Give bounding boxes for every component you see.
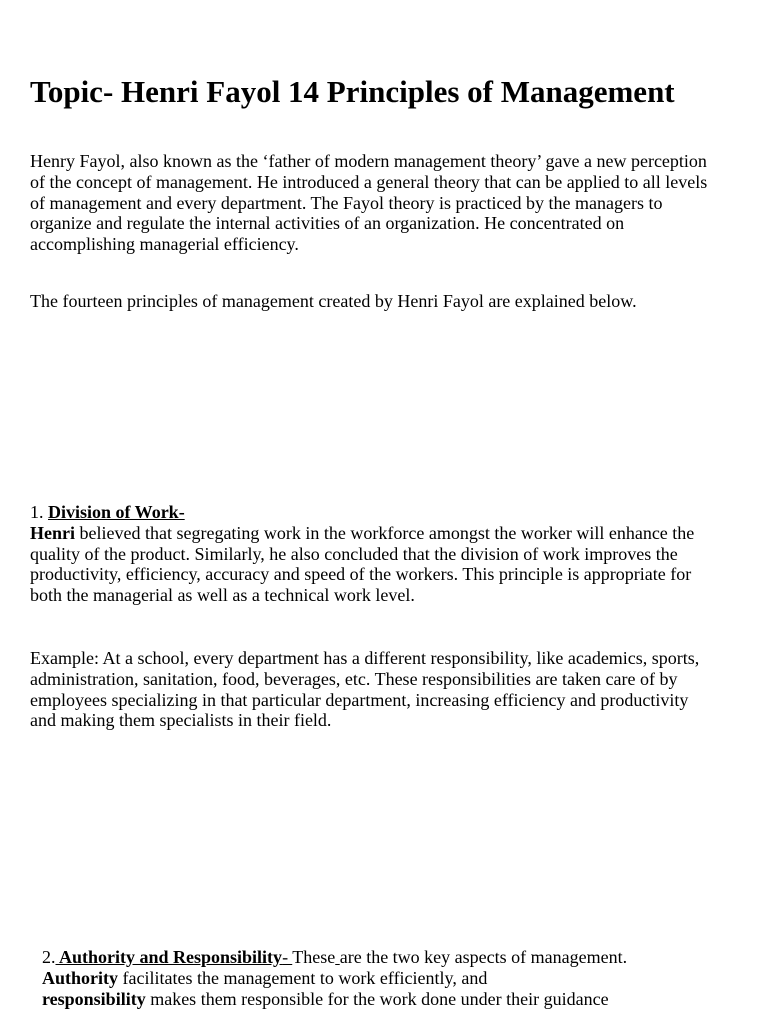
responsibility-body: makes them responsible for the work done under their guidance	[145, 988, 609, 1009]
section-number: 1.	[30, 502, 48, 522]
section-body: believed that segregating work in the workforce amongst the worker will enhance the quality of the product. Similarly, he also concluded that the division of work improves the productivity, efficiency, accuracy and speed of the workers. This principle is appropriate for both the managerial as well as a technical work level.	[30, 522, 695, 606]
section-heading: Authority and Responsibility	[55, 947, 283, 967]
responsibility-lead-word: responsibility	[42, 988, 146, 1009]
principles-intro-paragraph: The fourteen principles of management created by Henri Fayol are explained below.	[30, 291, 637, 311]
page-title: Topic- Henri Fayol 14 Principles of Management	[30, 74, 675, 109]
section-lead-word: Henri	[30, 522, 75, 543]
intro-paragraph: Henry Fayol, also known as the ‘father of modern management theory’ gave a new perception of the concept of management. He introduced a general theory that can be applied to all levels of management and every department. The Fayol theory is practiced by the managers to organize and regulate the internal activities of an organization. He concentrated on accomplishing managerial efficiency.	[30, 151, 708, 255]
section-rest: are the two key aspects of management.	[339, 947, 628, 967]
section-dash: -	[282, 947, 293, 967]
authority-lead-word: Authority	[42, 967, 118, 988]
authority-body: facilitates the management to work efficiently, and	[118, 967, 488, 988]
section-these: These	[292, 947, 336, 967]
section-authority-and-responsibility	[42, 947, 682, 1009]
section-heading: Division of Work-	[48, 502, 185, 522]
example-paragraph: Example: At a school, every department has a different responsibility, like academics, sports, administration, sanitation, food, beverages, etc. These responsibilities are taken care of by employees specializing in that particular department, increasing efficiency and productivity and making them specialists in their field.	[30, 648, 700, 731]
section-number: 2.	[42, 947, 56, 967]
section-division-of-work	[30, 502, 710, 606]
